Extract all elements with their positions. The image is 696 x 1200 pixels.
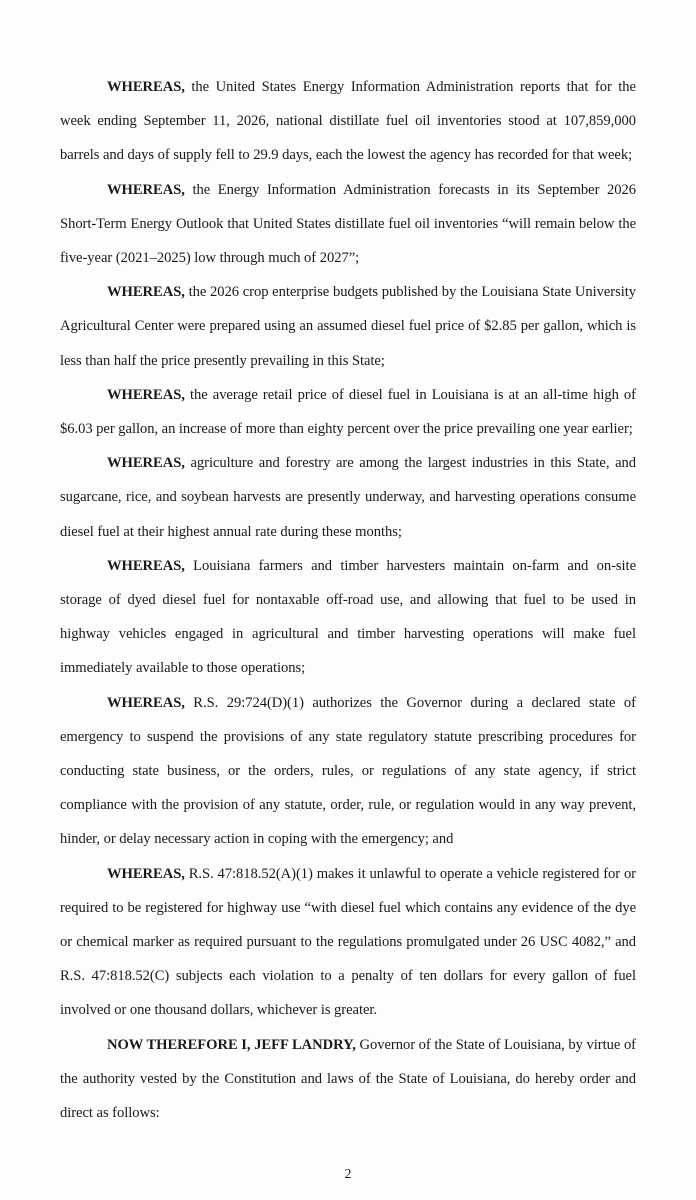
paragraph-lead: WHEREAS, — [107, 557, 185, 574]
document-body — [60, 70, 636, 1130]
paragraph-whereas-diesel-price — [60, 378, 636, 446]
paragraph-whereas-eia-inventories — [60, 70, 636, 173]
paragraph-text: R.S. 29:724(D)(1) authorizes the Governor during a declared state of emergency to suspend the provisions of any state regulatory statute prescribing procedures for conducting state business, or the orders, rules, or regulations of any state agency, if strict compliance with the provision of any statute, order, rule, or regulation would in any way prevent, hinder, or delay necessary action in coping with the emergency; and — [60, 694, 636, 848]
paragraph-now-therefore — [60, 1028, 636, 1131]
paragraph-lead: WHEREAS, — [107, 386, 185, 403]
paragraph-text: the Energy Information Administration forecasts in its September 2026 Short-Term Energy Outlook that United States distillate fuel oil inventories “will remain below the five-year (2021–2025) low through much of 2027”; — [60, 181, 636, 267]
paragraph-whereas-rs-29-724 — [60, 686, 636, 857]
paragraph-text: Governor of the State of Louisiana, by virtue of the authority vested by the Constitution and laws of the State of Louisiana, do hereby order and direct as follows: — [60, 1036, 636, 1122]
paragraph-whereas-rs-47-818 — [60, 857, 636, 1028]
paragraph-text: Louisiana farmers and timber harvesters maintain on-farm and on-site storage of dyed diesel fuel for nontaxable off-road use, and allowing that fuel to be used in highway vehicles engaged in agricultural and timber harvesting operations will make fuel immediately available to those operations; — [60, 557, 636, 677]
paragraph-whereas-lsu-budgets — [60, 275, 636, 378]
page-number: 2 — [344, 1167, 352, 1182]
paragraph-text: R.S. 47:818.52(A)(1) makes it unlawful to operate a vehicle registered for or required to be registered for highway use “with diesel fuel which contains any evidence of the dye or chemical marker as required pursuant to the regulations promulgated under 26 USC 4082,” and R.S. 47:818.52(C) subjects each violation to a penalty of ten dollars for every gallon of fuel involved or one thousand dollars, whichever is greater. — [60, 865, 636, 1019]
paragraph-lead: WHEREAS, — [107, 694, 185, 711]
paragraph-whereas-dyed-diesel — [60, 549, 636, 686]
paragraph-text: the average retail price of diesel fuel in Louisiana is at an all-time high of $6.03 per gallon, an increase of more than eighty percent over the price prevailing one year earlier; — [60, 386, 636, 438]
paragraph-lead: WHEREAS, — [107, 284, 185, 301]
paragraph-lead: WHEREAS, — [107, 865, 185, 882]
paragraph-lead: NOW THEREFORE I, JEFF LANDRY, — [107, 1036, 356, 1053]
paragraph-text: the 2026 crop enterprise budgets published by the Louisiana State University Agricultural Center were prepared using an assumed diesel fuel price of $2.85 per gallon, which is less than half the price presently prevailing in this State; — [60, 284, 636, 369]
paragraph-lead: WHEREAS, — [107, 79, 185, 95]
paragraph-lead: WHEREAS, — [107, 181, 185, 198]
paragraph-text: the United States Energy Information Administration reports that for the week ending September 11, 2026, national distillate fuel oil inventories stood at 107,859,000 barrels and days of supply fell to 29.9 days, each the lowest the agency has recorded for that week; — [60, 79, 636, 164]
paragraph-lead: WHEREAS, — [107, 455, 185, 472]
paragraph-whereas-agriculture — [60, 446, 636, 549]
paragraph-whereas-eia-forecast — [60, 173, 636, 276]
paragraph-text: agriculture and forestry are among the largest industries in this State, and sugarcane, rice, and soybean harvests are presently underway, and harvesting operations consume diesel fuel at their highest annual rate during these months; — [60, 455, 636, 540]
